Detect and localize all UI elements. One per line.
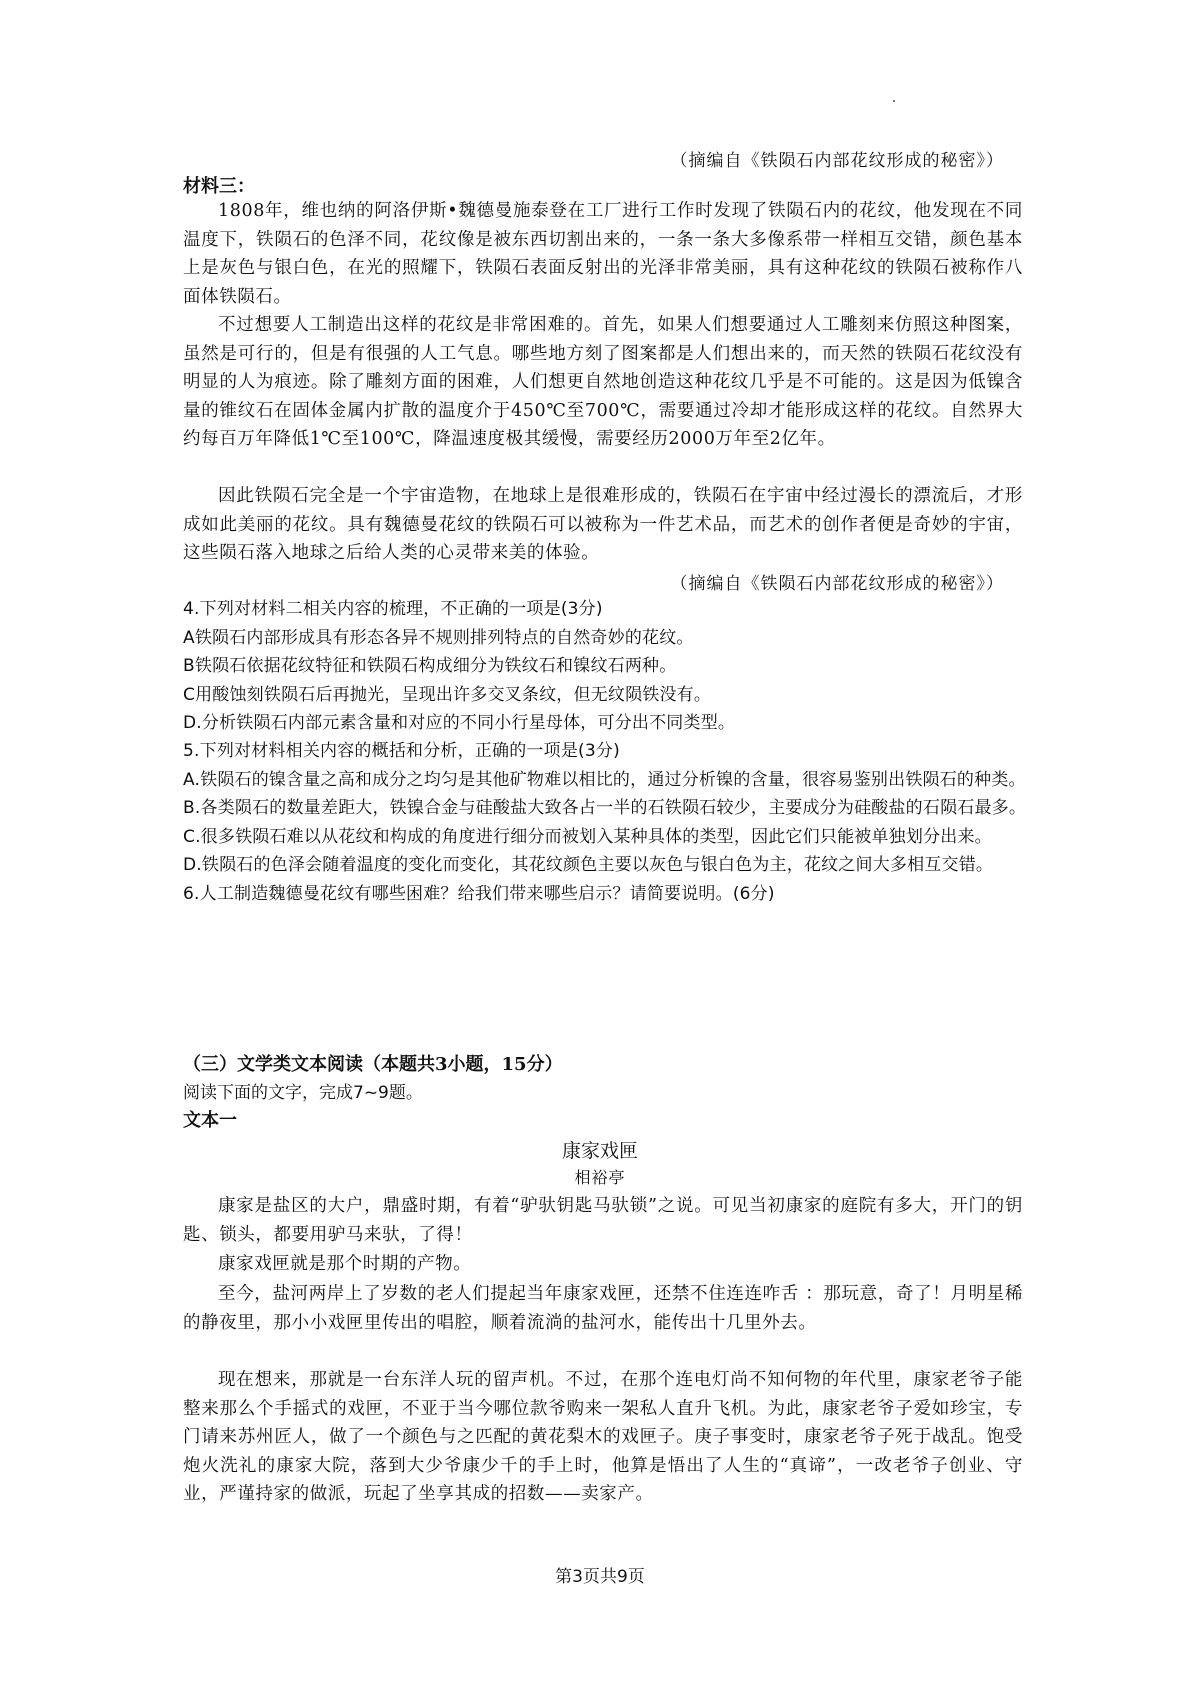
scan-speck bbox=[893, 100, 895, 102]
question-6-stem: 6.人工制造魏德曼花纹有哪些困难？给我们带来哪些启示？请简要说明。(6分) bbox=[183, 883, 775, 904]
question-4-option-b: B铁陨石依据花纹特征和铁陨石构成细分为铁纹石和镍纹石两种。 bbox=[183, 656, 677, 676]
page-footer: 第3页共9页 bbox=[555, 1567, 645, 1587]
material3-paragraph-1: 1808年，维也纳的阿洛伊斯•魏德曼施泰登在工厂进行工作时发现了铁陨石内的花纹，他发现在不同温度下，铁陨石的色泽不同，花纹像是被东西切割出来的，一条一条大多像系带一样相互交错，颜色基本上是灰色与银白色，在光的照耀下，铁陨石表面反射出的光泽非常美丽，具有这种花纹的铁陨石被称作八面体铁陨石。 bbox=[183, 201, 1023, 307]
story-paragraph-1: 康家是盐区的大户，鼎盛时期，有着“驴驮钥匙马驮锁”之说。可见当初康家的庭院有多大，开门的钥匙、锁头，都要用驴马来驮，了得！ bbox=[183, 1196, 1023, 1245]
material2-source: （摘编自《铁陨石内部花纹形成的秘密》） bbox=[670, 151, 1004, 171]
section3-heading: （三）文学类文本阅读（本题共3小题，15分） bbox=[183, 1054, 563, 1075]
material3-paragraph-3: 因此铁陨石完全是一个宇宙造物，在地球上是很难形成的，铁陨石在宇宙中经过漫长的漂流后，才形成如此美丽的花纹。具有魏德曼花纹的铁陨石可以被称为一件艺术品，而艺术的创作者便是奇妙的宇宙，这些陨石落入地球之后给人类的心灵带来美的体验。 bbox=[183, 486, 1023, 563]
question-4-stem: 4.下列对材料二相关内容的梳理，不正确的一项是(3分) bbox=[183, 599, 603, 619]
question-5 bbox=[183, 737, 1028, 908]
question-5-option-d: D.铁陨石的色泽会随着温度的变化而变化，其花纹颜色主要以灰色与银白色为主，花纹之间大多相互交错。 bbox=[183, 855, 994, 875]
question-4-option-c: C用酸蚀刻铁陨石后再抛光，呈现出许多交叉条纹，但无纹陨铁没有。 bbox=[183, 684, 712, 705]
question-5-option-b: B.各类陨石的数量差距大，铁镍合金与硅酸盐大致各占一半的石铁陨石较少，主要成分为硅酸盐的石陨石最多。 bbox=[183, 798, 1027, 818]
question-5-option-a: A.铁陨石的镍含量之高和成分之均匀是其他矿物难以相比的，通过分析镍的含量，很容易鉴别出铁陨石的种类。 bbox=[183, 769, 1026, 790]
question-4-option-a: A铁陨石内部形成具有形态各异不规则排列特点的自然奇妙的花纹。 bbox=[183, 627, 694, 648]
material3-paragraph-2: 不过想要人工制造出这样的花纹是非常困难的。首先，如果人们想要通过人工雕刻来仿照这种图案，虽然是可行的，但是有很强的人工气息。哪些地方刻了图案都是人们想出来的，而天然的铁陨石花纹没有明显的人为痕迹。除了雕刻方面的困难，人们想更自然地创造这种花纹几乎是不可能的。这是因为低镍含量的锥纹石在固体金属内扩散的温度介于450℃至700℃，需要通过冷却才能形成这样的花纹。自然界大约每百万年降低1℃至100℃，降温速度极其缓慢，需要经历2000万年至2亿年。 bbox=[183, 315, 1023, 449]
story-title: 康家戏匣 bbox=[561, 1140, 638, 1162]
story-paragraph-4: 现在想来，那就是一台东洋人玩的留声机。不过，在那个连电灯尚不知何物的年代里，康家老爷子能整来那么个手摇式的戏匣，不亚于当今哪位款爷购来一架私人直升飞机。为此，康家老爷子爱如珍宝，专门请来苏州匠人，做了一个颜色与之匹配的黄花梨木的戏匣子。庚子事变时，康家老爷子死于战乱。饱受炮火洗礼的康家大院，落到大少爷康少千的手上时，他算是悟出了人生的“真谛”，一改老爷子创业、守业，严谨持家的做派，玩起了坐享其成的招数——卖家产。 bbox=[183, 1370, 1023, 1504]
text-one-label: 文本一 bbox=[183, 1110, 237, 1131]
story-paragraph-2: 康家戏匣就是那个时期的产物。 bbox=[218, 1254, 472, 1274]
section3-instruction: 阅读下面的文字，完成7~9题。 bbox=[183, 1083, 423, 1103]
story-paragraph-3: 至今，盐河两岸上了岁数的老人们提起当年康家戏匣，还禁不住连连咋舌 ：那玩意，奇了！月明星稀的静夜里，那小小戏匣里传出的唱腔，顺着流淌的盐河水，能传出十几里外去。 bbox=[183, 1284, 1023, 1333]
question-5-option-c: C.很多铁陨石难以从花纹和构成的角度进行细分而被划入某种具体的类型，因此它们只能被单独划分出来。 bbox=[183, 826, 992, 847]
story-author: 相裕亭 bbox=[574, 1168, 626, 1187]
question-4-option-d: D.分析铁陨石内部元素含量和对应的不同小行星母体，可分出不同类型。 bbox=[183, 713, 736, 733]
question-4 bbox=[183, 595, 1028, 738]
question-5-stem: 5.下列对材料相关内容的概括和分析，正确的一项是(3分) bbox=[183, 741, 620, 761]
material3-source: （摘编自《铁陨石内部花纹形成的秘密》） bbox=[670, 574, 1004, 594]
material3-heading: 材料三： bbox=[183, 176, 255, 197]
